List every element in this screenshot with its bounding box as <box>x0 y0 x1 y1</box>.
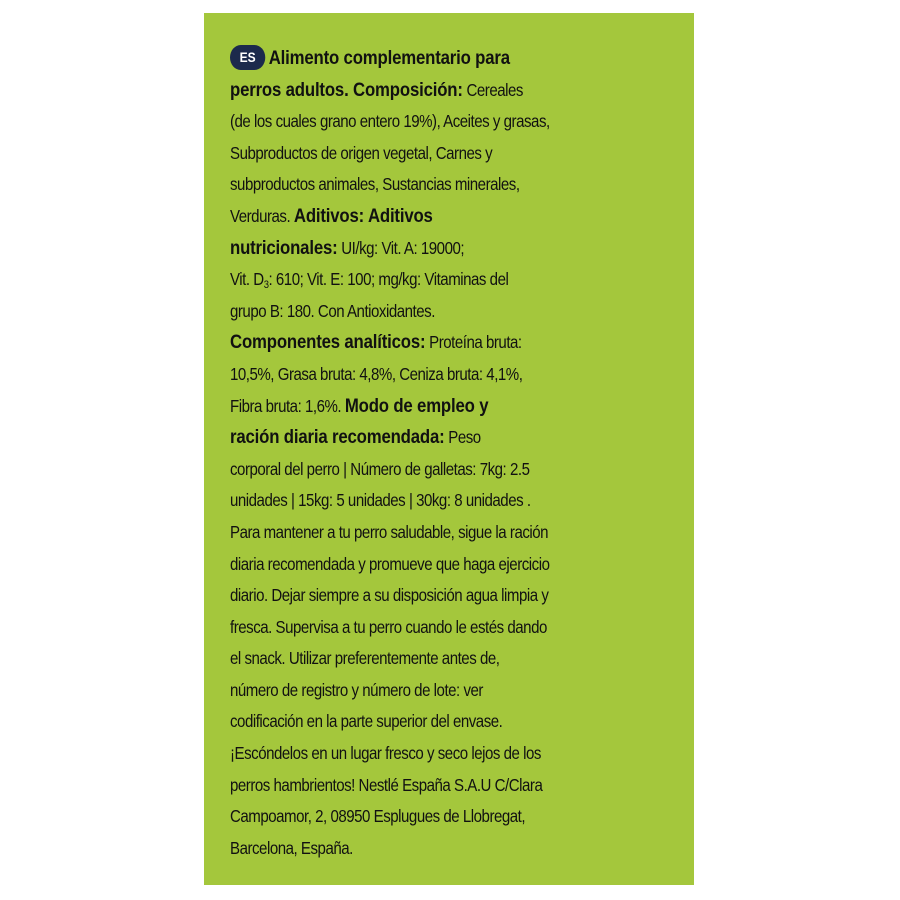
product-description: Alimento complementario para <box>268 47 510 69</box>
text-line: número de registro y número de lote: ver <box>230 679 483 700</box>
text-line: Subproductos de origen vegetal, Carnes y <box>230 142 493 163</box>
analytical-components-heading: Componentes analíticos: <box>230 331 426 354</box>
text-line: diario. Dejar siempre a su disposición agua limpia y <box>230 585 549 606</box>
text-line <box>230 201 679 233</box>
text-line <box>230 75 679 107</box>
text-line: subproductos animales, Sustancias minerales, <box>230 174 520 195</box>
subscript-3: 3 <box>263 279 269 292</box>
analytical-text: Proteína bruta: <box>425 332 522 353</box>
product-label-panel <box>204 13 694 885</box>
text-line: corporal del perro | Número de galletas: 7kg: 2.5 <box>230 458 530 479</box>
text-line <box>230 391 679 423</box>
language-badge-es: ES <box>230 45 265 70</box>
additives-text: UI/kg: Vit. A: 19000; <box>337 237 465 258</box>
text-line <box>230 233 679 265</box>
text-line: (de los cuales grano entero 19%), Aceites y grasas, <box>230 111 550 132</box>
daily-ration-heading: ración diaria recomendada: <box>230 426 445 449</box>
nutritional-additives-heading: nutricionales: <box>230 236 338 259</box>
additives-text: Vit. D <box>230 269 264 290</box>
text-line: codificación en la parte superior del envase. <box>230 711 503 732</box>
usage-text: Peso <box>444 427 481 448</box>
additives-heading: Aditivos: Aditivos <box>293 204 433 227</box>
text-line: fresca. Supervisa a tu perro cuando le estés dando <box>230 616 547 637</box>
composition-text: Cereales <box>462 79 523 100</box>
text-line: Para mantener a tu perro saludable, sigue la ración <box>230 521 549 542</box>
text-line: 10,5%, Grasa bruta: 4,8%, Ceniza bruta: 4,1%, <box>230 363 523 384</box>
text-line: ¡Escóndelos en un lugar fresco y seco lejos de los <box>230 743 541 764</box>
text-line: unidades | 15kg: 5 unidades | 30kg: 8 unidades . <box>230 490 531 511</box>
usage-heading: Modo de empleo y <box>344 394 489 417</box>
additives-text: : 610; Vit. E: 100; mg/kg: Vitaminas del <box>268 269 509 290</box>
text-line: el snack. Utilizar preferentemente antes de, <box>230 648 500 669</box>
text-line <box>230 422 679 454</box>
composition-text: Verduras. <box>230 205 294 226</box>
analytical-text: Fibra bruta: 1,6%. <box>230 395 345 416</box>
text-line <box>230 43 679 75</box>
text-line: Campoamor, 2, 08950 Esplugues de Llobregat, <box>230 806 526 827</box>
text-line <box>230 264 679 296</box>
text-line: grupo B: 180. Con Antioxidantes. <box>230 300 435 321</box>
text-line: diaria recomendada y promueve que haga ejercicio <box>230 553 550 574</box>
label-text-block <box>230 43 679 864</box>
text-line: perros hambrientos! Nestlé España S.A.U C/Clara <box>230 774 543 795</box>
text-line <box>230 327 679 359</box>
composition-heading: perros adultos. Composición: <box>230 78 463 101</box>
text-line: Barcelona, España. <box>230 837 353 858</box>
